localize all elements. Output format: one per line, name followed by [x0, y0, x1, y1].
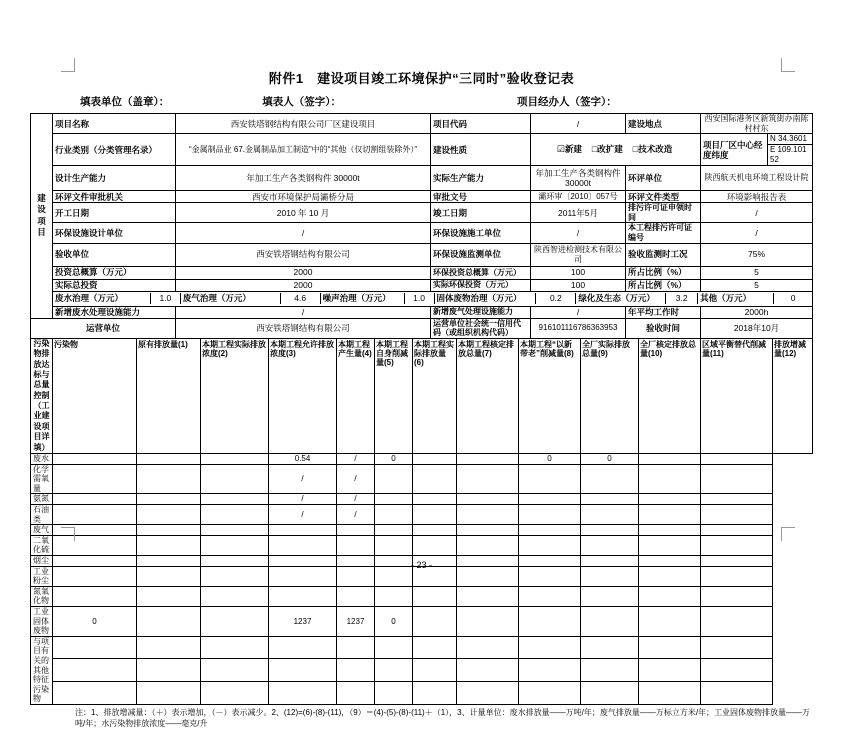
- other-cost-value: 0: [790, 293, 796, 304]
- env-budget-ratio-label: 所占比例（%）: [626, 266, 701, 279]
- design-capacity-label: 设计生产能力: [53, 166, 176, 191]
- pollutant-value-cell: [53, 505, 137, 525]
- pollutant-value-cell: [375, 636, 413, 659]
- pollutant-value-cell: [701, 636, 773, 659]
- pollutant-value-cell: [201, 525, 269, 536]
- pollutant-value-cell: [201, 494, 269, 505]
- pollution-side-label: 污染物排放达标与总量控制（工业建设项目详填）: [33, 338, 50, 452]
- pollutant-value-cell: [701, 464, 773, 494]
- other-cost-label: 其他（万元）: [698, 293, 774, 303]
- pollutant-value-cell: [269, 682, 337, 705]
- pollutant-value-cell: [53, 636, 137, 659]
- project-code-value: /: [531, 114, 626, 134]
- pollution-col-header: 全厂实际排放总量(9): [581, 338, 639, 453]
- accept-unit-value: 西安铁塔钢结构有限公司: [176, 243, 431, 266]
- noise-cost-label: 噪声治理（万元）: [321, 293, 405, 303]
- eia-doc-type-value: 环境影响报告表: [701, 191, 813, 203]
- pollutant-value-cell: [701, 586, 773, 606]
- monitor-unit-label: 环保设施监测单位: [431, 243, 531, 266]
- pollutant-value-cell: [457, 505, 519, 525]
- unchecked-checkbox-icon: □: [591, 144, 598, 155]
- pollutant-name: 工业粉尘: [31, 566, 53, 586]
- pollutant-value-cell: [519, 682, 581, 705]
- table-row: [31, 279, 813, 291]
- nature-label: 建设性质: [431, 134, 531, 166]
- table-row: [31, 266, 813, 279]
- industry-label: 行业类别（分类管理名录）: [53, 134, 176, 166]
- eia-unit-value: 陕西航天机电环境工程设计院: [701, 166, 813, 191]
- pollutant-value-cell: [137, 535, 201, 555]
- pollutant-value-cell: [639, 535, 701, 555]
- pollutant-value-cell: [413, 535, 457, 555]
- approval-no-label: 审批文号: [431, 191, 531, 203]
- coords-longitude: E 109.10152: [770, 145, 807, 165]
- pollutant-value-cell: [375, 586, 413, 606]
- new-gas-label: 新增废气处理设施能力: [431, 306, 531, 318]
- eia-unit-label: 环评单位: [626, 166, 701, 191]
- pollutant-value-cell: [457, 659, 519, 682]
- pollutant-value-cell: [137, 586, 201, 606]
- nature-option-expand: 改扩建: [597, 144, 623, 155]
- handler-label: 项目经办人（签字）：: [517, 96, 617, 108]
- coords-cell: [701, 134, 813, 166]
- pollution-col-header: 本期工程允许排放浓度(3): [269, 338, 337, 453]
- pollution-header-row: [31, 338, 813, 453]
- pollutant-value-cell: [457, 525, 519, 536]
- pollutant-value-cell: [201, 606, 269, 636]
- pollutant-value-cell: [639, 682, 701, 705]
- actual-capacity-value: 年加工生产各类钢构件 30000t: [531, 166, 626, 191]
- permit-no-label: 本工程排污许可证编号: [626, 223, 701, 243]
- noise-cost-value: 1.0: [405, 293, 435, 303]
- pollutant-value-cell: [519, 586, 581, 606]
- start-date-value: 2010 年 10 月: [176, 203, 431, 223]
- pollutant-value-cell: [701, 525, 773, 536]
- pollutant-value-cell: [701, 682, 773, 705]
- pollutant-value-cell: [519, 525, 581, 536]
- pollutant-value-cell: [137, 606, 201, 636]
- actual-capacity-label: 实际生产能力: [431, 166, 531, 191]
- pollutant-value-cell: [457, 636, 519, 659]
- solid-waste-cost-label: 固体废物治理（万元）: [435, 293, 537, 303]
- build-unit-label: 环保设施施工单位: [431, 223, 531, 243]
- pollutant-value-cell: [413, 682, 457, 705]
- pollutant-row: [31, 606, 813, 636]
- treatment-cost-row: [53, 291, 813, 306]
- pollutant-value-cell: [581, 535, 639, 555]
- pollutant-value-cell: [581, 494, 639, 505]
- pollutant-value-cell: 0: [375, 454, 413, 465]
- waste-gas-cost-label: 废气治理（万元）: [181, 293, 281, 303]
- pollution-col-header: 全厂核定排放总量(10): [639, 338, 701, 453]
- pollutant-value-cell: [519, 505, 581, 525]
- pollutant-value-cell: [413, 586, 457, 606]
- pollutant-value-cell: [201, 659, 269, 682]
- location-value: 西安国际港务区新筑街办南陈村村东: [701, 114, 813, 134]
- pollution-col-header: 本期工程实际排放浓度(2): [201, 338, 269, 453]
- pollutant-value-cell: [519, 636, 581, 659]
- actual-env-label: 实际环保投资（万元）: [431, 279, 531, 291]
- table-row: [31, 134, 813, 166]
- pollutant-name: 氮氧化物: [31, 586, 53, 606]
- pollutant-value-cell: [457, 454, 519, 465]
- pollutant-value-cell: /: [337, 505, 375, 525]
- pollutant-row: [31, 505, 813, 525]
- env-budget-label: 环保投资总概算（万元）: [431, 266, 531, 279]
- permit-apply-time-label: 排污许可证申领时间: [626, 203, 701, 223]
- pollutant-value-cell: [375, 535, 413, 555]
- actual-env-ratio-label: 所占比例（%）: [626, 279, 701, 291]
- actual-total-label: 实际总投资: [53, 279, 176, 291]
- pollution-col-header: 本期工程核定排放总量(7): [457, 338, 519, 453]
- accept-unit-label: 验收单位: [53, 243, 176, 266]
- start-date-label: 开工日期: [53, 203, 176, 223]
- greening-cost-label: 绿化及生态（万元）: [576, 293, 666, 303]
- pollutant-value-cell: [639, 464, 701, 494]
- pollutant-value-cell: [413, 525, 457, 536]
- pollution-col-header: 区域平衡替代削减量(11): [701, 338, 773, 453]
- pollutant-value-cell: [413, 636, 457, 659]
- pollutant-value-cell: [137, 454, 201, 465]
- pollutant-value-cell: [413, 454, 457, 465]
- margin-crop-mark: [61, 58, 75, 72]
- operator-label: 运营单位: [31, 318, 176, 338]
- pollutant-value-cell: [581, 586, 639, 606]
- waste-water-cost-label: 废水治理（万元）: [53, 293, 151, 303]
- pollutant-value-cell: [413, 494, 457, 505]
- pollutant-row: [31, 494, 813, 505]
- pollutant-name: 二氧化硫: [31, 535, 53, 555]
- accept-time-value: 2018年10月: [701, 318, 813, 338]
- pollutant-value-cell: [201, 505, 269, 525]
- coords-latitude: N 34.3601: [768, 134, 812, 145]
- pollutant-value-cell: [201, 682, 269, 705]
- table-row: [31, 191, 813, 203]
- pollutant-value-cell: [269, 525, 337, 536]
- pollution-side-cell: [31, 338, 53, 453]
- page-number: - 23 -: [410, 560, 432, 570]
- pollutant-column-header: 污染物: [53, 338, 137, 453]
- new-water-value: /: [176, 306, 431, 318]
- pollution-col-header: 排放增减量(12): [773, 338, 813, 453]
- page-title: 附件1 建设项目竣工环境保护“三同时”验收登记表: [268, 71, 575, 86]
- industry-value: “金属制品业 67.金属制品加工制造”中的“其他（仅切割组装除外）”: [176, 134, 431, 166]
- footnote: 注：1、排放增减量：（＋）表示增加，（－）表示减少。2、(12)=(6)-(8)-(11)，（9）＝(4)-(5)-(8)-(11)＋（1），3、计量单位：废水排放量——万吨/年；废气排放量——万标立方米/年；工业固体废物排放量——万吨/年；水污染物排放浓度——毫克/升: [75, 707, 811, 728]
- pollutant-value-cell: [413, 659, 457, 682]
- pollutant-row: [31, 586, 813, 606]
- pollutant-value-cell: [519, 535, 581, 555]
- table-row: [31, 114, 813, 134]
- solid-waste-cost-value: 0.2: [536, 293, 576, 303]
- pollutant-value-cell: [519, 606, 581, 636]
- pollutant-value-cell: 1237: [337, 606, 375, 636]
- margin-crop-mark: [61, 527, 75, 541]
- pollutant-value-cell: [639, 586, 701, 606]
- pollutant-name: 工业固体废物: [31, 606, 53, 636]
- pollutant-value-cell: [581, 464, 639, 494]
- pollutant-value-cell: [639, 505, 701, 525]
- env-budget-value: 100: [531, 266, 626, 279]
- finish-date-value: 2011年5月: [531, 203, 626, 223]
- pollutant-value-cell: [457, 606, 519, 636]
- pollutant-value-cell: [519, 494, 581, 505]
- fill-person-label: 填表人（签字）：: [262, 96, 341, 108]
- pollutant-value-cell: [53, 586, 137, 606]
- build-unit-value: /: [531, 223, 626, 243]
- env-budget-ratio-value: 5: [701, 266, 813, 279]
- pollutant-value-cell: [53, 454, 137, 465]
- design-capacity-value: 年加工生产各类钢构件 30000t: [176, 166, 431, 191]
- pollutant-row: [31, 535, 813, 555]
- pollutant-value-cell: [581, 525, 639, 536]
- pollutant-value-cell: [269, 535, 337, 555]
- pollutant-name: 废气: [31, 525, 53, 536]
- pollution-table: [30, 338, 813, 705]
- pollutant-value-cell: [639, 659, 701, 682]
- pollutant-name: 石油类: [31, 505, 53, 525]
- pollutant-value-cell: [269, 586, 337, 606]
- pollutant-row: [31, 659, 813, 682]
- pollutant-value-cell: [137, 525, 201, 536]
- pollutant-value-cell: [457, 586, 519, 606]
- pollutant-value-cell: 1237: [269, 606, 337, 636]
- pollutant-value-cell: [581, 682, 639, 705]
- pollution-col-header: 本期工程实际排放量(6): [413, 338, 457, 453]
- pollutant-value-cell: [639, 606, 701, 636]
- nature-value: [531, 134, 701, 166]
- pollution-col-header: 原有排放量(1): [137, 338, 201, 453]
- pollutant-value-cell: [639, 636, 701, 659]
- actual-env-ratio-value: 5: [701, 279, 813, 291]
- finish-date-label: 竣工日期: [431, 203, 531, 223]
- table-row: [31, 166, 813, 191]
- pollutant-value-cell: [269, 636, 337, 659]
- pollutant-value-cell: /: [269, 505, 337, 525]
- approval-no-value: 灞环审〔2010〕057号: [531, 191, 626, 203]
- project-name-value: 西安铁塔钢结构有限公司厂区建设项目: [176, 114, 431, 134]
- new-gas-value: /: [531, 306, 626, 318]
- pollution-col-header: 本期工程自身削减量(5): [375, 338, 413, 453]
- pollutant-row: [31, 525, 813, 536]
- eia-approve-org-value: 西安市环境保护局灞桥分局: [176, 191, 431, 203]
- pollutant-value-cell: [53, 659, 137, 682]
- waste-gas-cost-value: 4.6: [281, 293, 321, 303]
- total-budget-label: 投资总概算（万元）: [53, 266, 176, 279]
- accept-time-label: 验收时间: [626, 318, 701, 338]
- pollution-col-header: 本期工程产生量(4): [337, 338, 375, 453]
- project-code-label: 项目代码: [431, 114, 531, 134]
- pollutant-value-cell: [53, 464, 137, 494]
- unchecked-checkbox-icon: □: [632, 144, 639, 155]
- pollutant-value-cell: [137, 636, 201, 659]
- pollutant-value-cell: [413, 606, 457, 636]
- table-row: [31, 291, 813, 306]
- table-row: [31, 203, 813, 223]
- pollutant-value-cell: [337, 586, 375, 606]
- pollutant-value-cell: [581, 659, 639, 682]
- pollutant-value-cell: [201, 464, 269, 494]
- pollutant-value-cell: [639, 494, 701, 505]
- pollutant-value-cell: [581, 505, 639, 525]
- pollutant-value-cell: /: [269, 464, 337, 494]
- pollutant-value-cell: [457, 682, 519, 705]
- nature-option-tech: 技术改造: [638, 144, 673, 155]
- pollutant-value-cell: [375, 464, 413, 494]
- pollutant-value-cell: [375, 659, 413, 682]
- pollutant-value-cell: [519, 464, 581, 494]
- pollutant-name: 废水: [31, 454, 53, 465]
- waste-water-cost-value: 1.0: [151, 293, 181, 303]
- pollutant-row: [31, 454, 813, 465]
- eia-approve-org-label: 环评文件审批机关: [53, 191, 176, 203]
- total-budget-value: 2000: [176, 266, 431, 279]
- pollutant-value-cell: [375, 682, 413, 705]
- monitor-unit-value: 陕西智进检测技术有限公司: [531, 243, 626, 266]
- pollutant-value-cell: [53, 494, 137, 505]
- pollutant-value-cell: [137, 464, 201, 494]
- project-name-label: 项目名称: [53, 114, 176, 134]
- pollutant-value-cell: [137, 494, 201, 505]
- pollutant-value-cell: [639, 454, 701, 465]
- pollutant-value-cell: 0: [375, 606, 413, 636]
- actual-total-value: 2000: [176, 279, 431, 291]
- pollutant-value-cell: [137, 505, 201, 525]
- operator-code-label: 运营单位社会统一信用代码（或组织机构代码）: [431, 318, 531, 338]
- actual-env-value: 100: [531, 279, 626, 291]
- pollutant-value-cell: [457, 535, 519, 555]
- pollutant-row: [31, 682, 813, 705]
- pollutant-value-cell: 0: [581, 454, 639, 465]
- pollutant-value-cell: [337, 636, 375, 659]
- design-unit-value: /: [176, 223, 431, 243]
- nature-option-new: 新建: [564, 144, 582, 155]
- pollutant-value-cell: [639, 525, 701, 536]
- pollutant-value-cell: 0: [519, 454, 581, 465]
- pollutant-value-cell: [337, 682, 375, 705]
- pollutant-value-cell: [413, 505, 457, 525]
- margin-crop-mark: [781, 58, 795, 72]
- new-water-label: 新增废水处理设施能力: [53, 306, 176, 318]
- pollutant-value-cell: [201, 454, 269, 465]
- pollutant-row: [31, 636, 813, 659]
- pollutant-value-cell: [581, 636, 639, 659]
- pollutant-value-cell: [457, 494, 519, 505]
- signature-row: [80, 94, 812, 109]
- pollutant-value-cell: [701, 454, 773, 465]
- permit-apply-time-value: /: [701, 203, 813, 223]
- coords-label: 项目厂区中心经度纬度: [701, 134, 768, 165]
- operator-value: 西安铁塔钢结构有限公司: [176, 318, 431, 338]
- pollutant-value-cell: [457, 464, 519, 494]
- pollutant-value-cell: [201, 535, 269, 555]
- pollutant-name: 化学需氧量: [31, 464, 53, 494]
- section1-side-cell: [31, 114, 53, 319]
- pollutant-value-cell: [375, 494, 413, 505]
- section1-side-label: 建设项目: [37, 192, 46, 238]
- pollutant-value-cell: /: [337, 464, 375, 494]
- pollutant-value-cell: [701, 535, 773, 555]
- pollutant-row: [31, 464, 813, 494]
- pollutant-value-cell: [581, 606, 639, 636]
- pollutant-value-cell: [375, 505, 413, 525]
- pollutant-value-cell: [201, 636, 269, 659]
- pollutant-value-cell: [137, 659, 201, 682]
- pollutant-value-cell: [413, 464, 457, 494]
- pollutant-value-cell: [701, 606, 773, 636]
- eia-doc-type-label: 环评文件类型: [626, 191, 701, 203]
- pollutant-value-cell: [53, 682, 137, 705]
- pollutant-value-cell: [337, 535, 375, 555]
- pollutant-value-cell: /: [337, 494, 375, 505]
- pollutant-value-cell: [337, 525, 375, 536]
- avg-hours-value: 2000h: [701, 306, 813, 318]
- work-condition-label: 验收监测时工况: [626, 243, 701, 266]
- design-unit-label: 环保设施设计单位: [53, 223, 176, 243]
- project-info-table: [30, 113, 813, 339]
- pollutant-value-cell: 0.54: [269, 454, 337, 465]
- pollutant-value-cell: [375, 525, 413, 536]
- margin-crop-mark: [781, 527, 795, 541]
- greening-cost-value: 3.2: [666, 293, 698, 303]
- location-label: 建设地点: [626, 114, 701, 134]
- table-row: [31, 223, 813, 243]
- pollutant-value-cell: [137, 682, 201, 705]
- pollutant-value-cell: /: [269, 494, 337, 505]
- fill-unit-label: 填表单位（盖章）：: [80, 96, 170, 108]
- table-row: [31, 318, 813, 338]
- pollutant-value-cell: [269, 659, 337, 682]
- pollutant-value-cell: 0: [53, 606, 137, 636]
- pollutant-name: 氨氮: [31, 494, 53, 505]
- pollutant-value-cell: [701, 505, 773, 525]
- pollutant-value-cell: [701, 659, 773, 682]
- checked-checkbox-icon: ☑: [556, 144, 565, 155]
- pollutant-name: 与项目有关的其他特征污染物: [31, 636, 53, 704]
- pollution-col-header: 本期工程“以新带老”削减量(8): [519, 338, 581, 453]
- operator-code-value: 916101116786363953: [531, 318, 626, 338]
- table-row: [31, 306, 813, 318]
- pollutant-value-cell: /: [337, 454, 375, 465]
- table-row: [31, 243, 813, 266]
- avg-hours-label: 年平均工作时: [626, 306, 701, 318]
- pollutant-value-cell: [701, 494, 773, 505]
- pollutant-value-cell: [519, 659, 581, 682]
- pollutant-value-cell: [337, 659, 375, 682]
- permit-no-value: /: [701, 223, 813, 243]
- work-condition-value: 75%: [701, 243, 813, 266]
- pollutant-name: 烟尘: [31, 555, 53, 566]
- pollutant-value-cell: [201, 586, 269, 606]
